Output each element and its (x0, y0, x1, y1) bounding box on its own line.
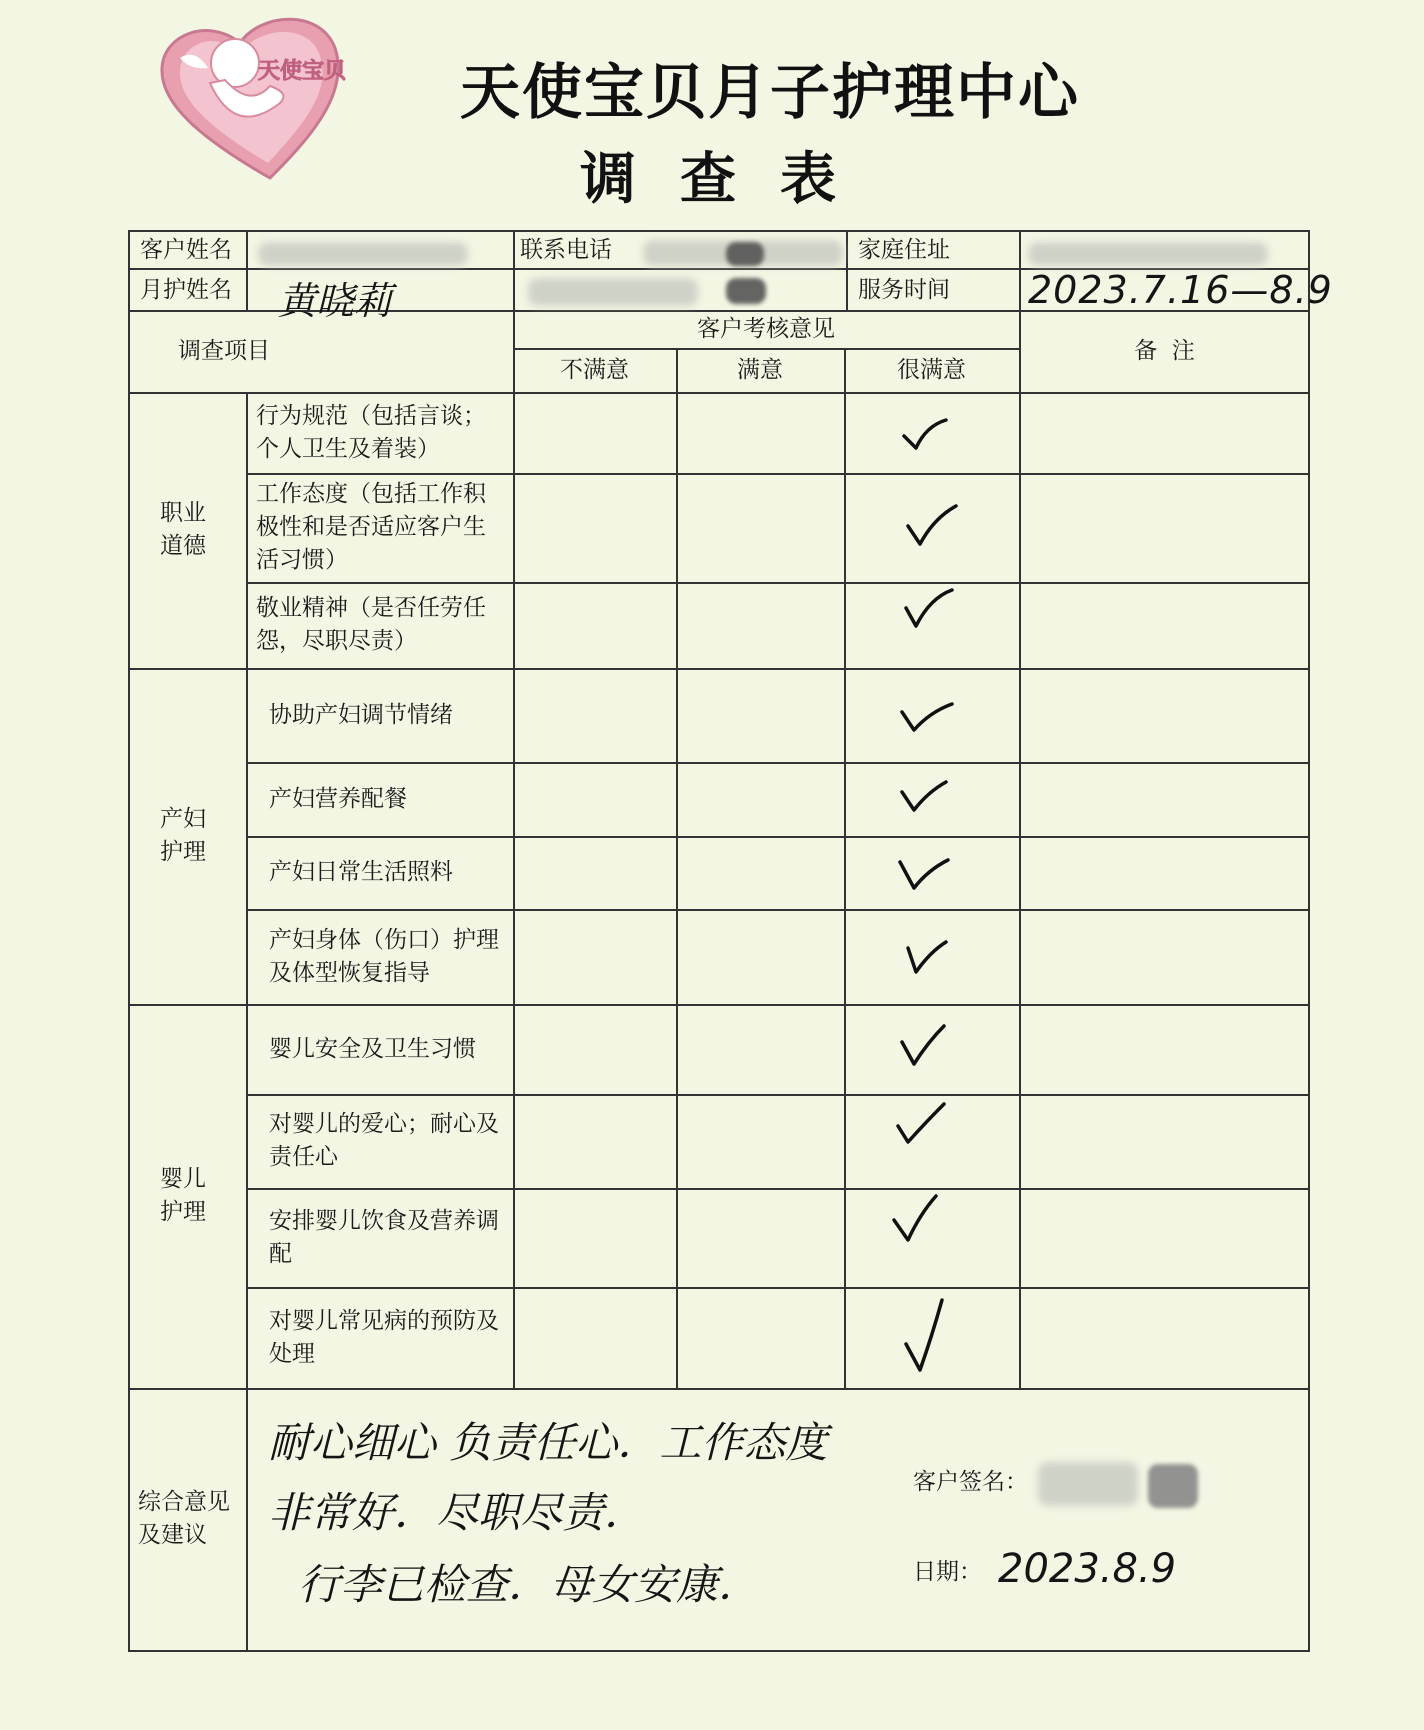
check-mark-icon (896, 1020, 956, 1080)
date-label: 日期： (913, 1558, 982, 1585)
item-recovery: 产妇身体（伤口）护理及体型恢复指导 (269, 926, 499, 986)
page-title: 天使宝贝月子护理中心 (460, 58, 1080, 128)
satisfied-header: 满意 (737, 356, 783, 383)
check-mark-icon (900, 586, 960, 646)
address-redacted (1028, 242, 1268, 266)
group-name-ethics: 职业 道德 (160, 500, 206, 559)
check-mark-icon (898, 1296, 958, 1376)
item-daily-care: 产妇日常生活照料 (269, 859, 453, 885)
item-baby-illness: 对婴儿常见病的预防及处理 (269, 1307, 499, 1367)
phone2-redacted-dark (726, 278, 766, 304)
item-baby-diet: 安排婴儿饮食及营养调配 (269, 1207, 499, 1267)
survey-items-header: 调查项目 (178, 337, 270, 364)
feedback-header: 客户考核意见 (697, 315, 835, 342)
signature-label: 客户签名： (913, 1468, 1028, 1495)
address-label: 家庭住址 (858, 236, 950, 263)
very-satisfied-header: 很满意 (897, 356, 966, 383)
item-attitude: 工作态度（包括工作积极性和是否适应客户生活习惯） (256, 481, 486, 573)
logo (140, 8, 390, 188)
summary-comment-line-2: 非常好．尽职尽责． (268, 1488, 647, 1537)
signature-redacted (1038, 1462, 1138, 1506)
phone2-redacted (528, 278, 698, 306)
signature-redacted-dark (1148, 1464, 1198, 1508)
summary-comment-line-1: 耐心细心 负责任心．工作态度 (268, 1418, 828, 1467)
check-mark-icon (894, 844, 954, 904)
check-mark-icon (896, 770, 956, 830)
group-name-baby-care: 婴儿 护理 (160, 1166, 206, 1225)
item-conduct: 行为规范（包括言谈；个人卫生及着装） (256, 402, 486, 462)
item-baby-love: 对婴儿的爱心；耐心及责任心 (269, 1111, 499, 1170)
nurse-name-value: 黄晓莉 (278, 279, 393, 323)
logo-text: 天使宝贝 (258, 59, 347, 84)
item-nutrition: 产妇营养配餐 (269, 785, 407, 812)
customer-name-redacted (258, 242, 468, 266)
service-time-label: 服务时间 (858, 276, 950, 303)
check-mark-icon (892, 1100, 952, 1160)
check-mark-icon (896, 688, 956, 748)
page-subtitle: 调查表 (580, 146, 880, 212)
survey-table (128, 230, 1333, 1652)
phone-label: 联系电话 (520, 236, 612, 263)
check-mark-icon (900, 928, 960, 988)
nurse-name-label: 月护姓名 (140, 276, 232, 303)
service-time-value: 2023.7.16—8.9 (1028, 268, 1333, 312)
dissatisfied-header: 不满意 (560, 356, 629, 383)
border-right (1308, 230, 1310, 1652)
item-mood: 协助产妇调节情绪 (269, 701, 453, 728)
item-baby-safety: 婴儿安全及卫生习惯 (269, 1035, 476, 1062)
summary-label: 综合意见 及建议 (138, 1489, 230, 1548)
date-value: 2023.8.9 (998, 1546, 1177, 1592)
customer-name-label: 客户姓名 (140, 236, 232, 263)
border-top (128, 230, 1310, 232)
check-mark-icon (896, 406, 956, 466)
item-dedication: 敬业精神（是否任劳任怨，尽职尽责） (256, 595, 486, 654)
summary-comment-line-3: 行李已检查．母女安康． (298, 1560, 761, 1609)
border-bottom (128, 1650, 1310, 1652)
group-name-mother-care: 产妇 护理 (160, 806, 206, 865)
phone-redacted-dark (726, 242, 764, 266)
check-mark-icon (888, 1194, 948, 1254)
check-mark-icon (902, 500, 962, 560)
remarks-header: 备 注 (1134, 337, 1195, 364)
